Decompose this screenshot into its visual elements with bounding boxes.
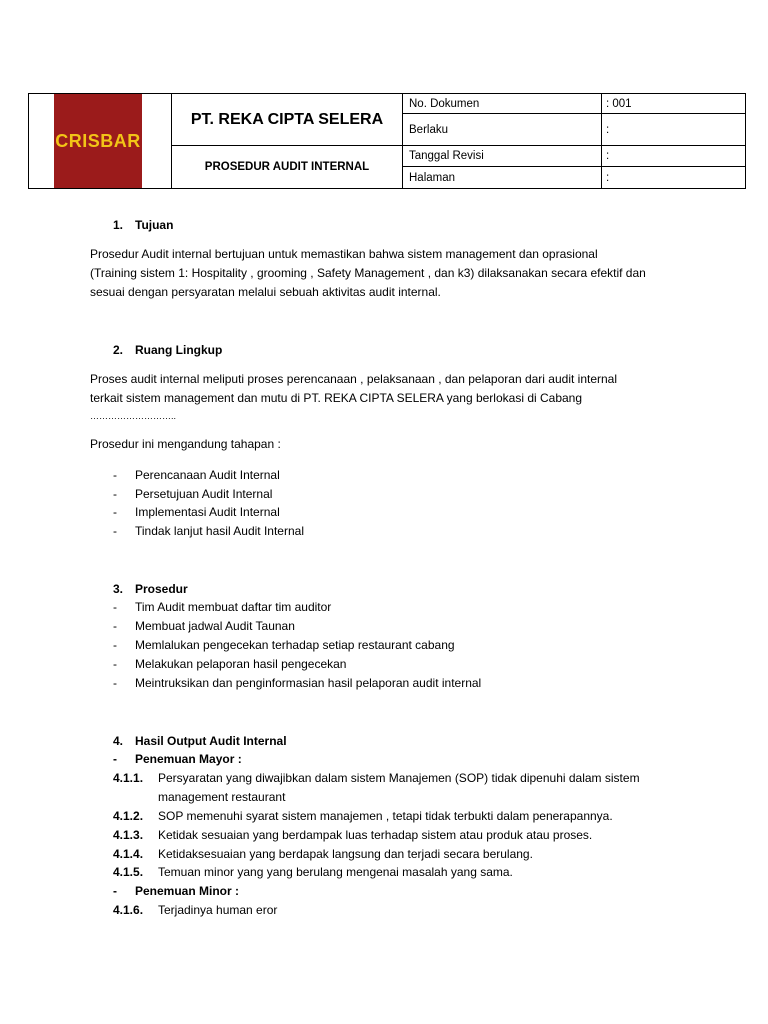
list-item: Meintruksikan dan penginformasian hasil pelaporan audit internal [135, 676, 482, 690]
bullet-dash: - [113, 657, 117, 671]
list-item: Perencanaan Audit Internal [135, 468, 280, 482]
list-item: Persetujuan Audit Internal [135, 487, 273, 501]
section-2-title: Ruang Lingkup [135, 343, 223, 357]
item-number: 4.1.3. [113, 828, 144, 842]
meta-value-berlaku: : [602, 114, 746, 146]
list-item: Membuat jadwal Audit Taunan [135, 619, 295, 633]
procedure-name: PROSEDUR AUDIT INTERNAL [172, 146, 403, 189]
item-text: Persyaratan yang diwajibkan dalam sistem Manajemen (SOP) tidak dipenuhi dalam sistem [158, 771, 640, 785]
item-text: Ketidak sesuaian yang berdampak luas terhadap sistem atau produk atau proses. [158, 828, 593, 842]
bullet-dash: - [113, 524, 117, 538]
bullet-dash: - [113, 487, 117, 501]
list-item: Implementasi Audit Internal [135, 505, 280, 519]
section-1-number: 1. [113, 218, 124, 232]
section-2-para-line: Proses audit internal meliputi proses perencanaan , pelaksanaan , dan pelaporan dari audit internal [90, 372, 618, 386]
bullet-dash: - [113, 505, 117, 519]
section-4-title: Hasil Output Audit Internal [135, 734, 287, 748]
item-number: 4.1.4. [113, 847, 144, 861]
item-number: 4.1.2. [113, 809, 144, 823]
company-name: PT. REKA CIPTA SELERA [172, 94, 403, 146]
section-1-para-line: (Training sistem 1: Hospitality , grooming , Safety Management , dan k3) dilaksanakan secara efektif dan [90, 266, 646, 280]
section-2-para-line: ……………………….. [90, 411, 177, 421]
item-text: Temuan minor yang yang berulang mengenai masalah yang sama. [158, 865, 513, 879]
section-2-para-line: terkait sistem management dan mutu di PT. REKA CIPTA SELERA yang berlokasi di Cabang [90, 391, 583, 405]
bullet-dash: - [113, 468, 117, 482]
meta-label-page: Halaman [403, 167, 602, 189]
bullet-dash: - [113, 752, 117, 766]
crisbar-logo [54, 94, 142, 188]
meta-label-revision: Tanggal Revisi [403, 146, 602, 167]
section-1-para-line: Prosedur Audit internal bertujuan untuk memastikan bahwa sistem management dan oprasional [90, 247, 598, 261]
section-3-number: 3. [113, 582, 124, 596]
meta-label-doc-no: No. Dokumen [403, 94, 602, 114]
logo-cell [29, 94, 172, 189]
item-text: Ketidaksesuaian yang berdapak langsung dan terjadi secara berulang. [158, 847, 533, 861]
section-2-number: 2. [113, 343, 124, 357]
section-4-number: 4. [113, 734, 124, 748]
document-header-table [28, 93, 746, 189]
item-number: 4.1.1. [113, 771, 144, 785]
item-text: SOP memenuhi syarat sistem manajemen , tetapi tidak terbukti dalam penerapannya. [158, 809, 613, 823]
item-number: 4.1.6. [113, 903, 144, 917]
logo-text: CRISBAR [55, 130, 141, 151]
item-text: Terjadinya human eror [158, 903, 278, 917]
item-number: 4.1.5. [113, 865, 144, 879]
subheading-mayor: Penemuan Mayor : [135, 752, 242, 766]
bullet-dash: - [113, 884, 117, 898]
meta-value-revision: : [602, 146, 746, 167]
list-item: Tim Audit membuat daftar tim auditor [135, 600, 332, 614]
list-item: Melakukan pelaporan hasil pengecekan [135, 657, 347, 671]
bullet-dash: - [113, 600, 117, 614]
section-1-title: Tujuan [135, 218, 174, 232]
list-item: Tindak lanjut hasil Audit Internal [135, 524, 304, 538]
list-item: Memlalukan pengecekan terhadap setiap restaurant cabang [135, 638, 455, 652]
item-text: management restaurant [158, 790, 286, 804]
meta-label-berlaku: Berlaku [403, 114, 602, 146]
section-1-para-line: sesuai dengan persyaratan melalui sebuah aktivitas audit internal. [90, 285, 441, 299]
bullet-dash: - [113, 676, 117, 690]
bullet-dash: - [113, 619, 117, 633]
meta-value-page: : [602, 167, 746, 189]
section-2-intro: Prosedur ini mengandung tahapan : [90, 437, 281, 451]
section-3-title: Prosedur [135, 582, 188, 596]
meta-value-doc-no: : 001 [602, 94, 746, 114]
subheading-minor: Penemuan Minor : [135, 884, 240, 898]
bullet-dash: - [113, 638, 117, 652]
